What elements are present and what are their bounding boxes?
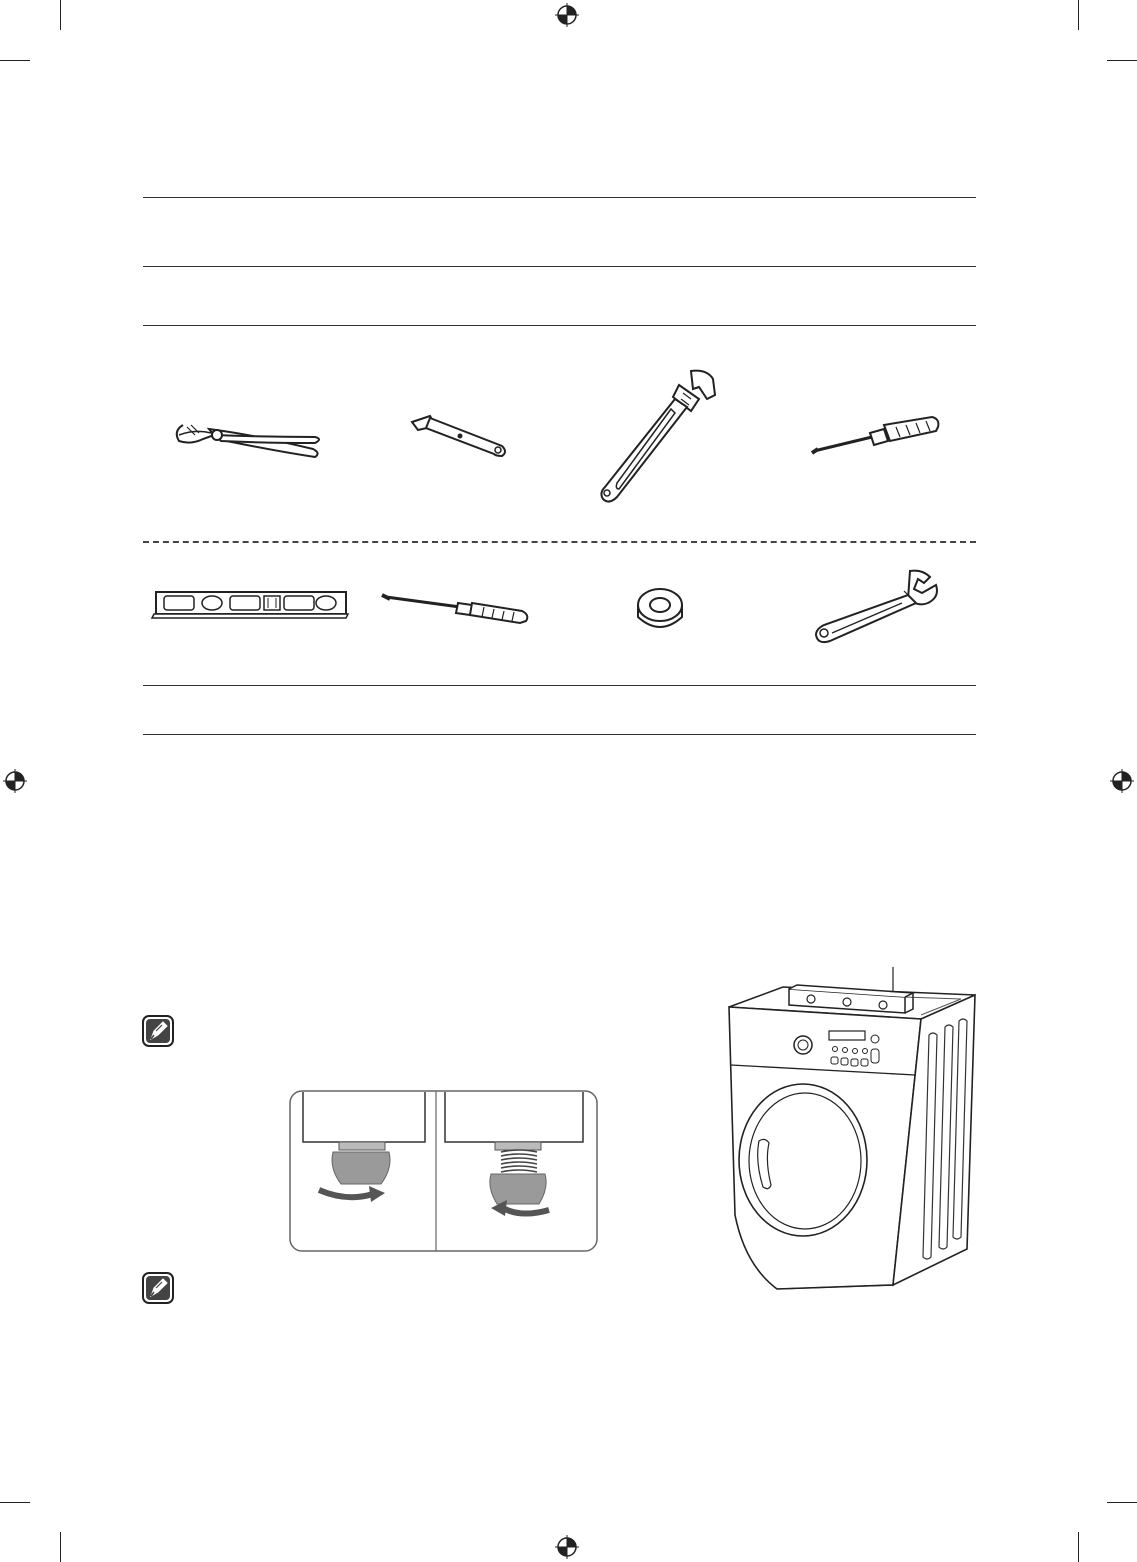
leveling-feet-diagram <box>289 1090 598 1252</box>
crop-mark <box>1107 1502 1137 1503</box>
tool-cell <box>800 405 950 465</box>
tool-cell <box>150 580 350 630</box>
dryer-with-level-icon <box>725 965 980 1295</box>
small-screwdriver-icon <box>810 415 940 455</box>
crop-mark <box>1078 1532 1079 1562</box>
tool-cell <box>375 575 535 635</box>
pipe-wrench-icon <box>595 365 725 505</box>
crop-mark <box>1078 0 1079 30</box>
crop-mark <box>0 1502 30 1503</box>
crop-mark <box>60 1532 61 1562</box>
slip-joint-pliers-icon <box>165 405 325 465</box>
registration-crosshair-icon <box>555 3 579 27</box>
note-pencil-icon <box>142 1015 174 1047</box>
note-pencil-icon <box>142 1272 174 1304</box>
table-rule <box>143 266 976 267</box>
registration-crosshair-icon <box>555 1535 579 1559</box>
table-rule <box>143 685 976 686</box>
table-rule <box>143 734 976 735</box>
adjustable-wrench-icon <box>810 567 940 643</box>
registration-crosshair-icon <box>1110 769 1134 793</box>
table-dashed-divider <box>143 541 976 543</box>
crop-mark <box>1107 60 1137 61</box>
registration-crosshair-icon <box>3 769 27 793</box>
tool-cell <box>620 580 700 635</box>
tape-roll-icon <box>630 583 690 633</box>
tool-cell <box>395 400 525 470</box>
table-rule <box>143 325 976 326</box>
crop-mark <box>0 60 30 61</box>
flat-screwdriver-icon <box>380 585 530 625</box>
tool-cell <box>580 360 740 510</box>
tool-cell <box>805 565 945 645</box>
table-rule <box>143 197 976 198</box>
bubble-level-icon <box>150 588 350 622</box>
tool-cell <box>150 395 340 475</box>
utility-knife-icon <box>410 410 510 460</box>
crop-mark <box>60 0 61 30</box>
